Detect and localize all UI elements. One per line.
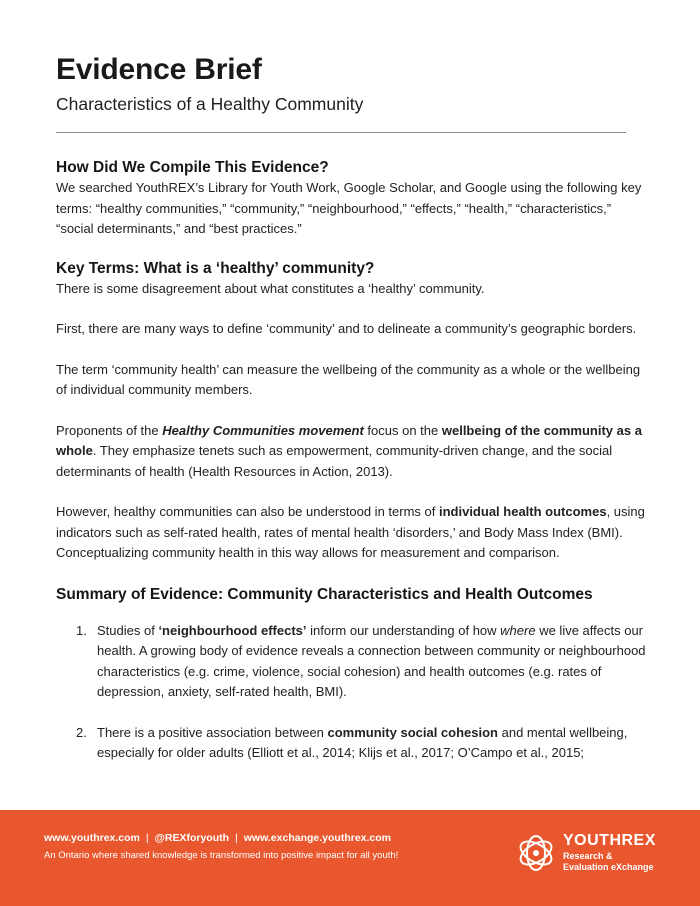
footer-tagline: An Ontario where shared knowledge is transformed into positive impact for all youth! <box>44 850 399 861</box>
footer-banner <box>0 810 700 906</box>
section-heading: Key Terms: What is a ‘healthy’ community? <box>56 259 375 277</box>
page-title: Evidence Brief <box>56 53 262 86</box>
document-body <box>56 52 646 764</box>
list-item: 2. There is a positive association between community social cohesion and mental wellbeing, especially for older adults (Elliott et al., 2014; Klijs et al., 2017; O’Campo et al., 2015; <box>76 724 628 760</box>
youthrex-logo <box>515 828 665 882</box>
paragraph-individual-outcomes: However, healthy communities can also be understood in terms of individual health outcomes, using indicators such as self-rated health, rates of mental health ‘disorders,’ and Body Mass Index (BMI). Conceptualizing community health in this way allows for measurement and comparison. <box>56 504 645 560</box>
section-heading: How Did We Compile This Evidence? <box>56 159 329 176</box>
brand-tagline: Research & Evaluation eXchange <box>563 851 654 872</box>
list-number: 1. <box>76 622 87 638</box>
paragraph-community-health: The term ‘community health’ can measure the wellbeing of the community as a whole or the wellbeing of individual community members. <box>56 361 641 397</box>
section-heading: Summary of Evidence: Community Characteristics and Health Outcomes <box>56 585 593 603</box>
exchange-link[interactable]: www.exchange.youthrex.com <box>243 832 392 844</box>
section-paragraph: We searched YouthREX’s Library for Youth Work, Google Scholar, and Google using the following key terms: “healthy communities,” “community,” “neighbourhood,” “effects,” “health,” “characteristics,” “social determinants,” and “best practices.” <box>56 180 642 236</box>
website-link[interactable]: www.youthrex.com <box>44 832 140 844</box>
evidence-list <box>56 621 646 764</box>
twitter-handle-link[interactable]: @REXforyouth <box>154 832 230 844</box>
list-number: 2. <box>76 724 87 740</box>
section-how-compiled <box>56 157 646 240</box>
page-subtitle: Characteristics of a Healthy Community <box>56 94 364 114</box>
list-item: 1. Studies of ‘neighbourhood effects’ inform our understanding of how where we live affects our health. A growing body of evidence reveals a connection between community or neighbourhood characteristics (e.g. crime, violence, social cohesion) and health outcomes (e.g. rates of depression, anxiety, self-rated health, BMI). <box>76 622 646 699</box>
brand-name: YOUTHREX <box>563 832 656 849</box>
section-key-terms <box>56 258 646 564</box>
footer-links: www.youthrex.com | @REXforyouth | www.exchange.youthrex.com <box>44 832 392 844</box>
title-divider <box>56 132 626 133</box>
paragraph-disagreement: There is some disagreement about what constitutes a ‘healthy’ community. <box>56 280 485 296</box>
paragraph-define-community: First, there are many ways to define ‘community’ and to delineate a community’s geographic borders. <box>56 321 637 336</box>
orbit-logo-icon <box>515 832 557 874</box>
paragraph-healthy-communities-movement: Proponents of the Healthy Communities movement focus on the wellbeing of the community as a whole. They emphasize tenets such as empowerment, community-driven change, and the social determinants of health (Health Resources in Action, 2013). <box>56 422 642 479</box>
section-summary-evidence <box>56 584 646 764</box>
